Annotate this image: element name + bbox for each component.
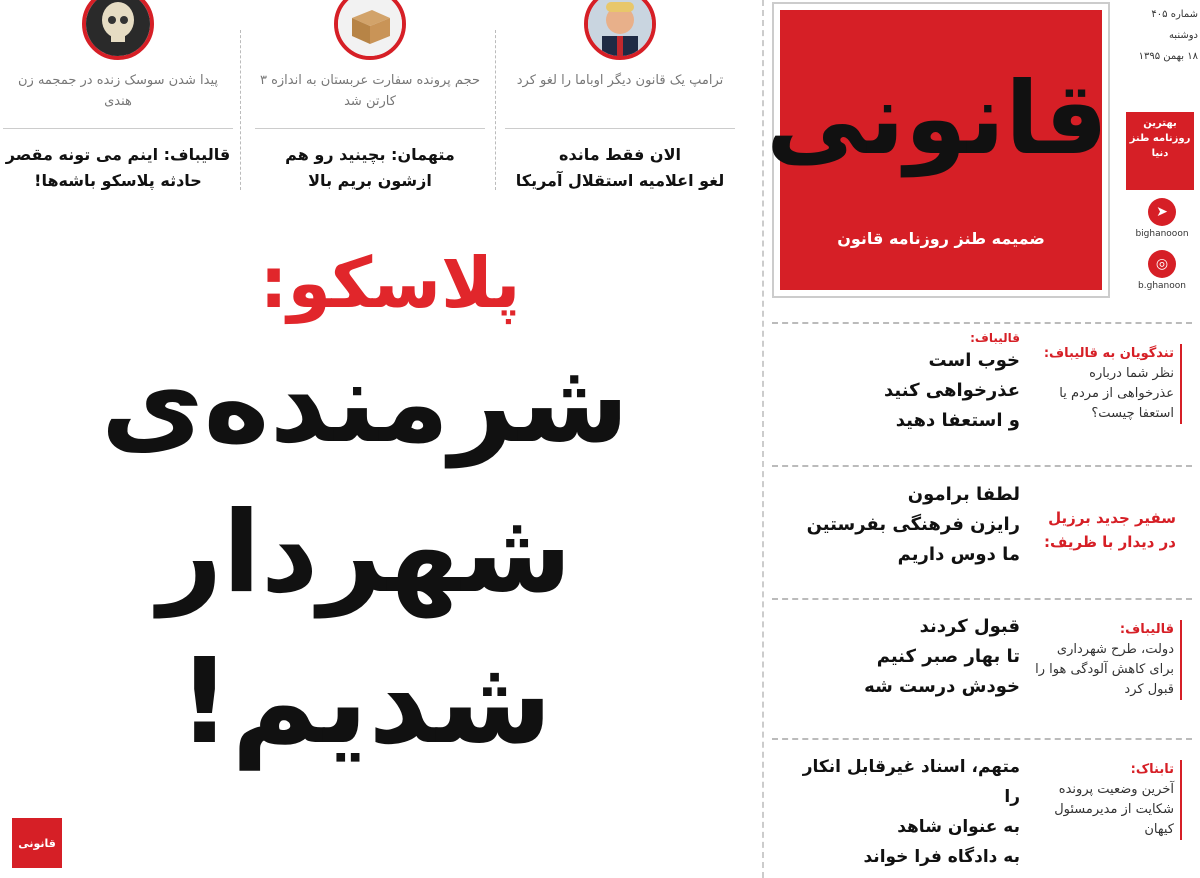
story-label-source: قالیباف: bbox=[1119, 622, 1174, 637]
telegram-handle: bighanooon bbox=[1135, 229, 1189, 239]
instagram-handle: b.ghanoon bbox=[1138, 281, 1186, 291]
box-photo bbox=[334, 0, 406, 60]
headline-kicker: پلاسکو: bbox=[259, 242, 521, 324]
headline-line: شدیم! bbox=[177, 632, 553, 770]
trump-photo bbox=[584, 0, 656, 60]
headline-line: شرمنده‌ی bbox=[100, 338, 630, 468]
divider bbox=[3, 128, 233, 129]
teaser-sub: حجم پرونده سفارت عربستان به اندازه ۳ کارتن شد bbox=[259, 73, 481, 109]
story-headline: لطفا برامون رایزن فرهنگی بفرستین ما دوس داریم bbox=[806, 484, 1020, 565]
issue-info bbox=[1120, 4, 1198, 67]
divider bbox=[772, 598, 1192, 600]
teaser-sub: پیدا شدن سوسک زنده در جمجمه زن هندی bbox=[17, 73, 219, 109]
headline-line: شهردار bbox=[157, 488, 573, 618]
story-item[interactable] bbox=[772, 612, 1192, 732]
story-label-source: تابناک: bbox=[1130, 762, 1174, 777]
telegram-link[interactable] bbox=[1134, 198, 1190, 239]
divider bbox=[495, 30, 496, 190]
divider bbox=[240, 30, 241, 190]
story-label-source: تندگویان به قالیباف: bbox=[1043, 346, 1174, 361]
story-label: قالیباف: دولت، طرح شهرداری برای کاهش آلودگی هوا را قبول کرد bbox=[1030, 620, 1182, 700]
teaser-head-line: ازشون بریم بالا bbox=[308, 171, 432, 190]
instagram-link[interactable] bbox=[1134, 250, 1190, 291]
skull-photo bbox=[82, 0, 154, 60]
issue-date: ۱۸ بهمن ۱۳۹۵ bbox=[1138, 51, 1198, 62]
teaser-sub: ترامپ یک قانون دیگر اوباما را لغو کرد bbox=[516, 73, 724, 88]
logo-wordmark: قانونی bbox=[766, 60, 1108, 177]
teaser-head-line: متهمان: بچینید رو هم bbox=[285, 145, 455, 164]
divider bbox=[255, 128, 485, 129]
column-divider bbox=[762, 0, 764, 878]
logo-tagline: ضمیمه طنز روزنامه قانون bbox=[837, 229, 1045, 248]
divider bbox=[772, 322, 1192, 324]
teaser-head-line: لغو اعلامیه استقلال آمریکا bbox=[515, 171, 725, 190]
story-item[interactable] bbox=[772, 330, 1192, 460]
teaser-head-line: الان فقط مانده bbox=[559, 145, 681, 164]
story-label-source: سفیر جدید برزیل در دیدار با ظریف: bbox=[1044, 509, 1176, 551]
teaser-saudi-embassy[interactable] bbox=[255, 0, 485, 195]
teaser-head bbox=[505, 142, 735, 194]
divider bbox=[772, 738, 1192, 740]
stamp-logo: قانونی bbox=[12, 818, 62, 868]
divider bbox=[772, 465, 1192, 467]
masthead-logo[interactable] bbox=[766, 2, 1110, 298]
story-headline: قالیباف: خوب است عذرخواهی کنید و استعفا دهید bbox=[782, 330, 1020, 436]
telegram-icon: ➤ bbox=[1148, 198, 1176, 226]
issue-number: شماره ۴۰۵ bbox=[1151, 9, 1198, 20]
story-item[interactable] bbox=[772, 480, 1192, 590]
story-label: تابناک: آخرین وضعیت پرونده شکایت از مدیرمسئول کیهان bbox=[1030, 760, 1182, 840]
teaser-trump[interactable] bbox=[505, 0, 735, 195]
instagram-icon: ◎ bbox=[1148, 250, 1176, 278]
teaser-head bbox=[255, 142, 485, 194]
story-source: قالیباف: bbox=[970, 331, 1020, 345]
teaser-skull[interactable] bbox=[3, 0, 233, 195]
promo-badge: بهترین روزنامه طنز دنیا bbox=[1126, 112, 1194, 190]
story-headline: قبول کردند تا بهار صبر کنیم خودش درست شه bbox=[864, 616, 1020, 697]
issue-day: دوشنبه bbox=[1168, 30, 1198, 41]
teaser-head-line: حادثه پلاسکو باشه‌ها! bbox=[34, 171, 202, 190]
story-label bbox=[1030, 506, 1182, 554]
story-label: تندگویان به قالیباف: نظر شما درباره عذرخواهی از مردم یا استعفا چیست؟ bbox=[1030, 344, 1182, 424]
story-headline: متهم، اسناد غیرقابل انکار را به عنوان شاهد به دادگاه فرا خواند bbox=[802, 757, 1020, 867]
teaser-head bbox=[3, 142, 233, 194]
story-item[interactable] bbox=[772, 752, 1192, 872]
divider bbox=[505, 128, 735, 129]
teaser-head-line: قالیباف: اینم می تونه مقصر bbox=[5, 145, 231, 164]
